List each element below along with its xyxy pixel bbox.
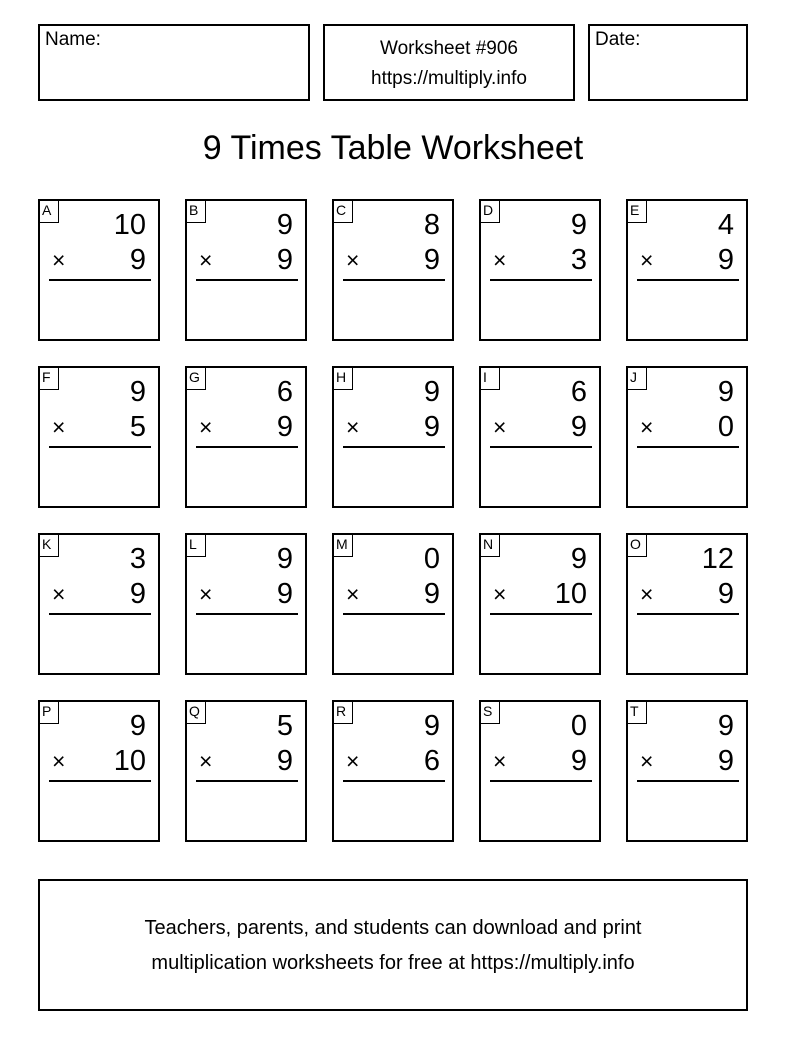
multiplier: 10 bbox=[554, 578, 587, 610]
problem-letter: C bbox=[332, 199, 353, 223]
name-field[interactable] bbox=[38, 24, 310, 101]
answer-line bbox=[49, 279, 151, 281]
times-sign: × bbox=[199, 247, 213, 273]
problem-card[interactable] bbox=[185, 199, 307, 341]
problem-card[interactable] bbox=[626, 533, 748, 675]
times-sign: × bbox=[640, 581, 654, 607]
answer-line bbox=[343, 446, 445, 448]
problem-letter: E bbox=[626, 199, 647, 223]
problem-card[interactable] bbox=[332, 700, 454, 842]
multiplier: 9 bbox=[570, 411, 587, 443]
multiplier: 9 bbox=[276, 244, 293, 276]
problem-letter: K bbox=[38, 533, 59, 557]
footer-note bbox=[38, 879, 748, 1011]
name-label: Name: bbox=[45, 29, 101, 50]
answer-line bbox=[490, 613, 592, 615]
multiplier: 9 bbox=[423, 244, 440, 276]
times-sign: × bbox=[493, 247, 507, 273]
times-sign: × bbox=[493, 414, 507, 440]
multiplier: 9 bbox=[276, 578, 293, 610]
problem-card[interactable] bbox=[479, 366, 601, 508]
problem-letter: N bbox=[479, 533, 500, 557]
problem-card[interactable] bbox=[626, 366, 748, 508]
problem-card[interactable] bbox=[479, 199, 601, 341]
multiplier: 9 bbox=[276, 745, 293, 777]
multiplier: 10 bbox=[113, 745, 146, 777]
multiplier: 9 bbox=[717, 578, 734, 610]
times-sign: × bbox=[52, 581, 66, 607]
problem-card[interactable] bbox=[332, 199, 454, 341]
multiplicand: 9 bbox=[717, 710, 734, 742]
problem-card[interactable] bbox=[185, 700, 307, 842]
problem-card[interactable] bbox=[332, 366, 454, 508]
multiplicand: 9 bbox=[423, 376, 440, 408]
problem-letter: I bbox=[479, 366, 500, 390]
answer-line bbox=[637, 446, 739, 448]
answer-line bbox=[490, 446, 592, 448]
answer-line bbox=[196, 780, 298, 782]
multiplicand: 12 bbox=[701, 543, 734, 575]
multiplicand: 5 bbox=[276, 710, 293, 742]
footer-line-2: multiplication worksheets for free at https://multiply.info bbox=[151, 952, 635, 974]
times-sign: × bbox=[640, 247, 654, 273]
problem-card[interactable] bbox=[38, 533, 160, 675]
answer-line bbox=[343, 279, 445, 281]
times-sign: × bbox=[199, 414, 213, 440]
worksheet-info-box bbox=[323, 24, 575, 101]
site-url: https://multiply.info bbox=[371, 68, 527, 89]
multiplier: 5 bbox=[129, 411, 146, 443]
problem-card[interactable] bbox=[332, 533, 454, 675]
problem-letter: T bbox=[626, 700, 647, 724]
multiplicand: 0 bbox=[423, 543, 440, 575]
times-sign: × bbox=[640, 748, 654, 774]
problem-letter: P bbox=[38, 700, 59, 724]
problem-letter: D bbox=[479, 199, 500, 223]
answer-line bbox=[196, 613, 298, 615]
date-label: Date: bbox=[595, 29, 641, 50]
multiplier: 9 bbox=[570, 745, 587, 777]
multiplier: 9 bbox=[423, 578, 440, 610]
times-sign: × bbox=[346, 414, 360, 440]
multiplier: 6 bbox=[423, 745, 440, 777]
problem-letter: L bbox=[185, 533, 206, 557]
multiplicand: 9 bbox=[276, 209, 293, 241]
multiplicand: 3 bbox=[129, 543, 146, 575]
problem-card[interactable] bbox=[185, 533, 307, 675]
problem-letter: Q bbox=[185, 700, 206, 724]
problem-letter: A bbox=[38, 199, 59, 223]
problem-letter: M bbox=[332, 533, 353, 557]
times-sign: × bbox=[199, 748, 213, 774]
footer-line-1: Teachers, parents, and students can download and print bbox=[144, 917, 642, 939]
times-sign: × bbox=[346, 581, 360, 607]
multiplier: 9 bbox=[129, 244, 146, 276]
multiplier: 9 bbox=[717, 244, 734, 276]
page-title: 9 Times Table Worksheet bbox=[202, 129, 584, 167]
times-sign: × bbox=[52, 247, 66, 273]
answer-line bbox=[49, 780, 151, 782]
answer-line bbox=[637, 780, 739, 782]
answer-line bbox=[637, 279, 739, 281]
multiplicand: 6 bbox=[570, 376, 587, 408]
multiplier: 9 bbox=[276, 411, 293, 443]
worksheet-id: Worksheet #906 bbox=[379, 38, 518, 59]
answer-line bbox=[343, 780, 445, 782]
problem-letter: B bbox=[185, 199, 206, 223]
problem-letter: H bbox=[332, 366, 353, 390]
multiplicand: 0 bbox=[570, 710, 587, 742]
multiplicand: 4 bbox=[717, 209, 734, 241]
multiplicand: 9 bbox=[129, 376, 146, 408]
multiplier: 9 bbox=[717, 745, 734, 777]
problem-card[interactable] bbox=[38, 700, 160, 842]
multiplicand: 9 bbox=[570, 543, 587, 575]
problem-card[interactable] bbox=[185, 366, 307, 508]
answer-line bbox=[49, 446, 151, 448]
multiplicand: 10 bbox=[113, 209, 146, 241]
problem-letter: F bbox=[38, 366, 59, 390]
times-sign: × bbox=[52, 748, 66, 774]
multiplier: 9 bbox=[129, 578, 146, 610]
times-sign: × bbox=[493, 581, 507, 607]
answer-line bbox=[49, 613, 151, 615]
multiplicand: 9 bbox=[717, 376, 734, 408]
answer-line bbox=[490, 279, 592, 281]
multiplicand: 9 bbox=[129, 710, 146, 742]
times-sign: × bbox=[52, 414, 66, 440]
times-sign: × bbox=[346, 748, 360, 774]
times-sign: × bbox=[493, 748, 507, 774]
date-field[interactable] bbox=[588, 24, 748, 101]
answer-line bbox=[490, 780, 592, 782]
problem-card[interactable] bbox=[479, 533, 601, 675]
problem-card[interactable] bbox=[38, 366, 160, 508]
problem-letter: S bbox=[479, 700, 500, 724]
multiplier: 9 bbox=[423, 411, 440, 443]
problem-letter: O bbox=[626, 533, 647, 557]
answer-line bbox=[343, 613, 445, 615]
times-sign: × bbox=[640, 414, 654, 440]
problem-card[interactable] bbox=[479, 700, 601, 842]
times-sign: × bbox=[199, 581, 213, 607]
problem-letter: R bbox=[332, 700, 353, 724]
answer-line bbox=[637, 613, 739, 615]
problem-letter: G bbox=[185, 366, 206, 390]
multiplicand: 8 bbox=[423, 209, 440, 241]
multiplier: 0 bbox=[717, 411, 734, 443]
multiplier: 3 bbox=[570, 244, 587, 276]
multiplicand: 9 bbox=[423, 710, 440, 742]
multiplicand: 9 bbox=[570, 209, 587, 241]
problem-card[interactable] bbox=[626, 199, 748, 341]
times-sign: × bbox=[346, 247, 360, 273]
problem-card[interactable] bbox=[38, 199, 160, 341]
multiplicand: 9 bbox=[276, 543, 293, 575]
multiplicand: 6 bbox=[276, 376, 293, 408]
answer-line bbox=[196, 279, 298, 281]
problem-letter: J bbox=[626, 366, 647, 390]
problem-card[interactable] bbox=[626, 700, 748, 842]
answer-line bbox=[196, 446, 298, 448]
